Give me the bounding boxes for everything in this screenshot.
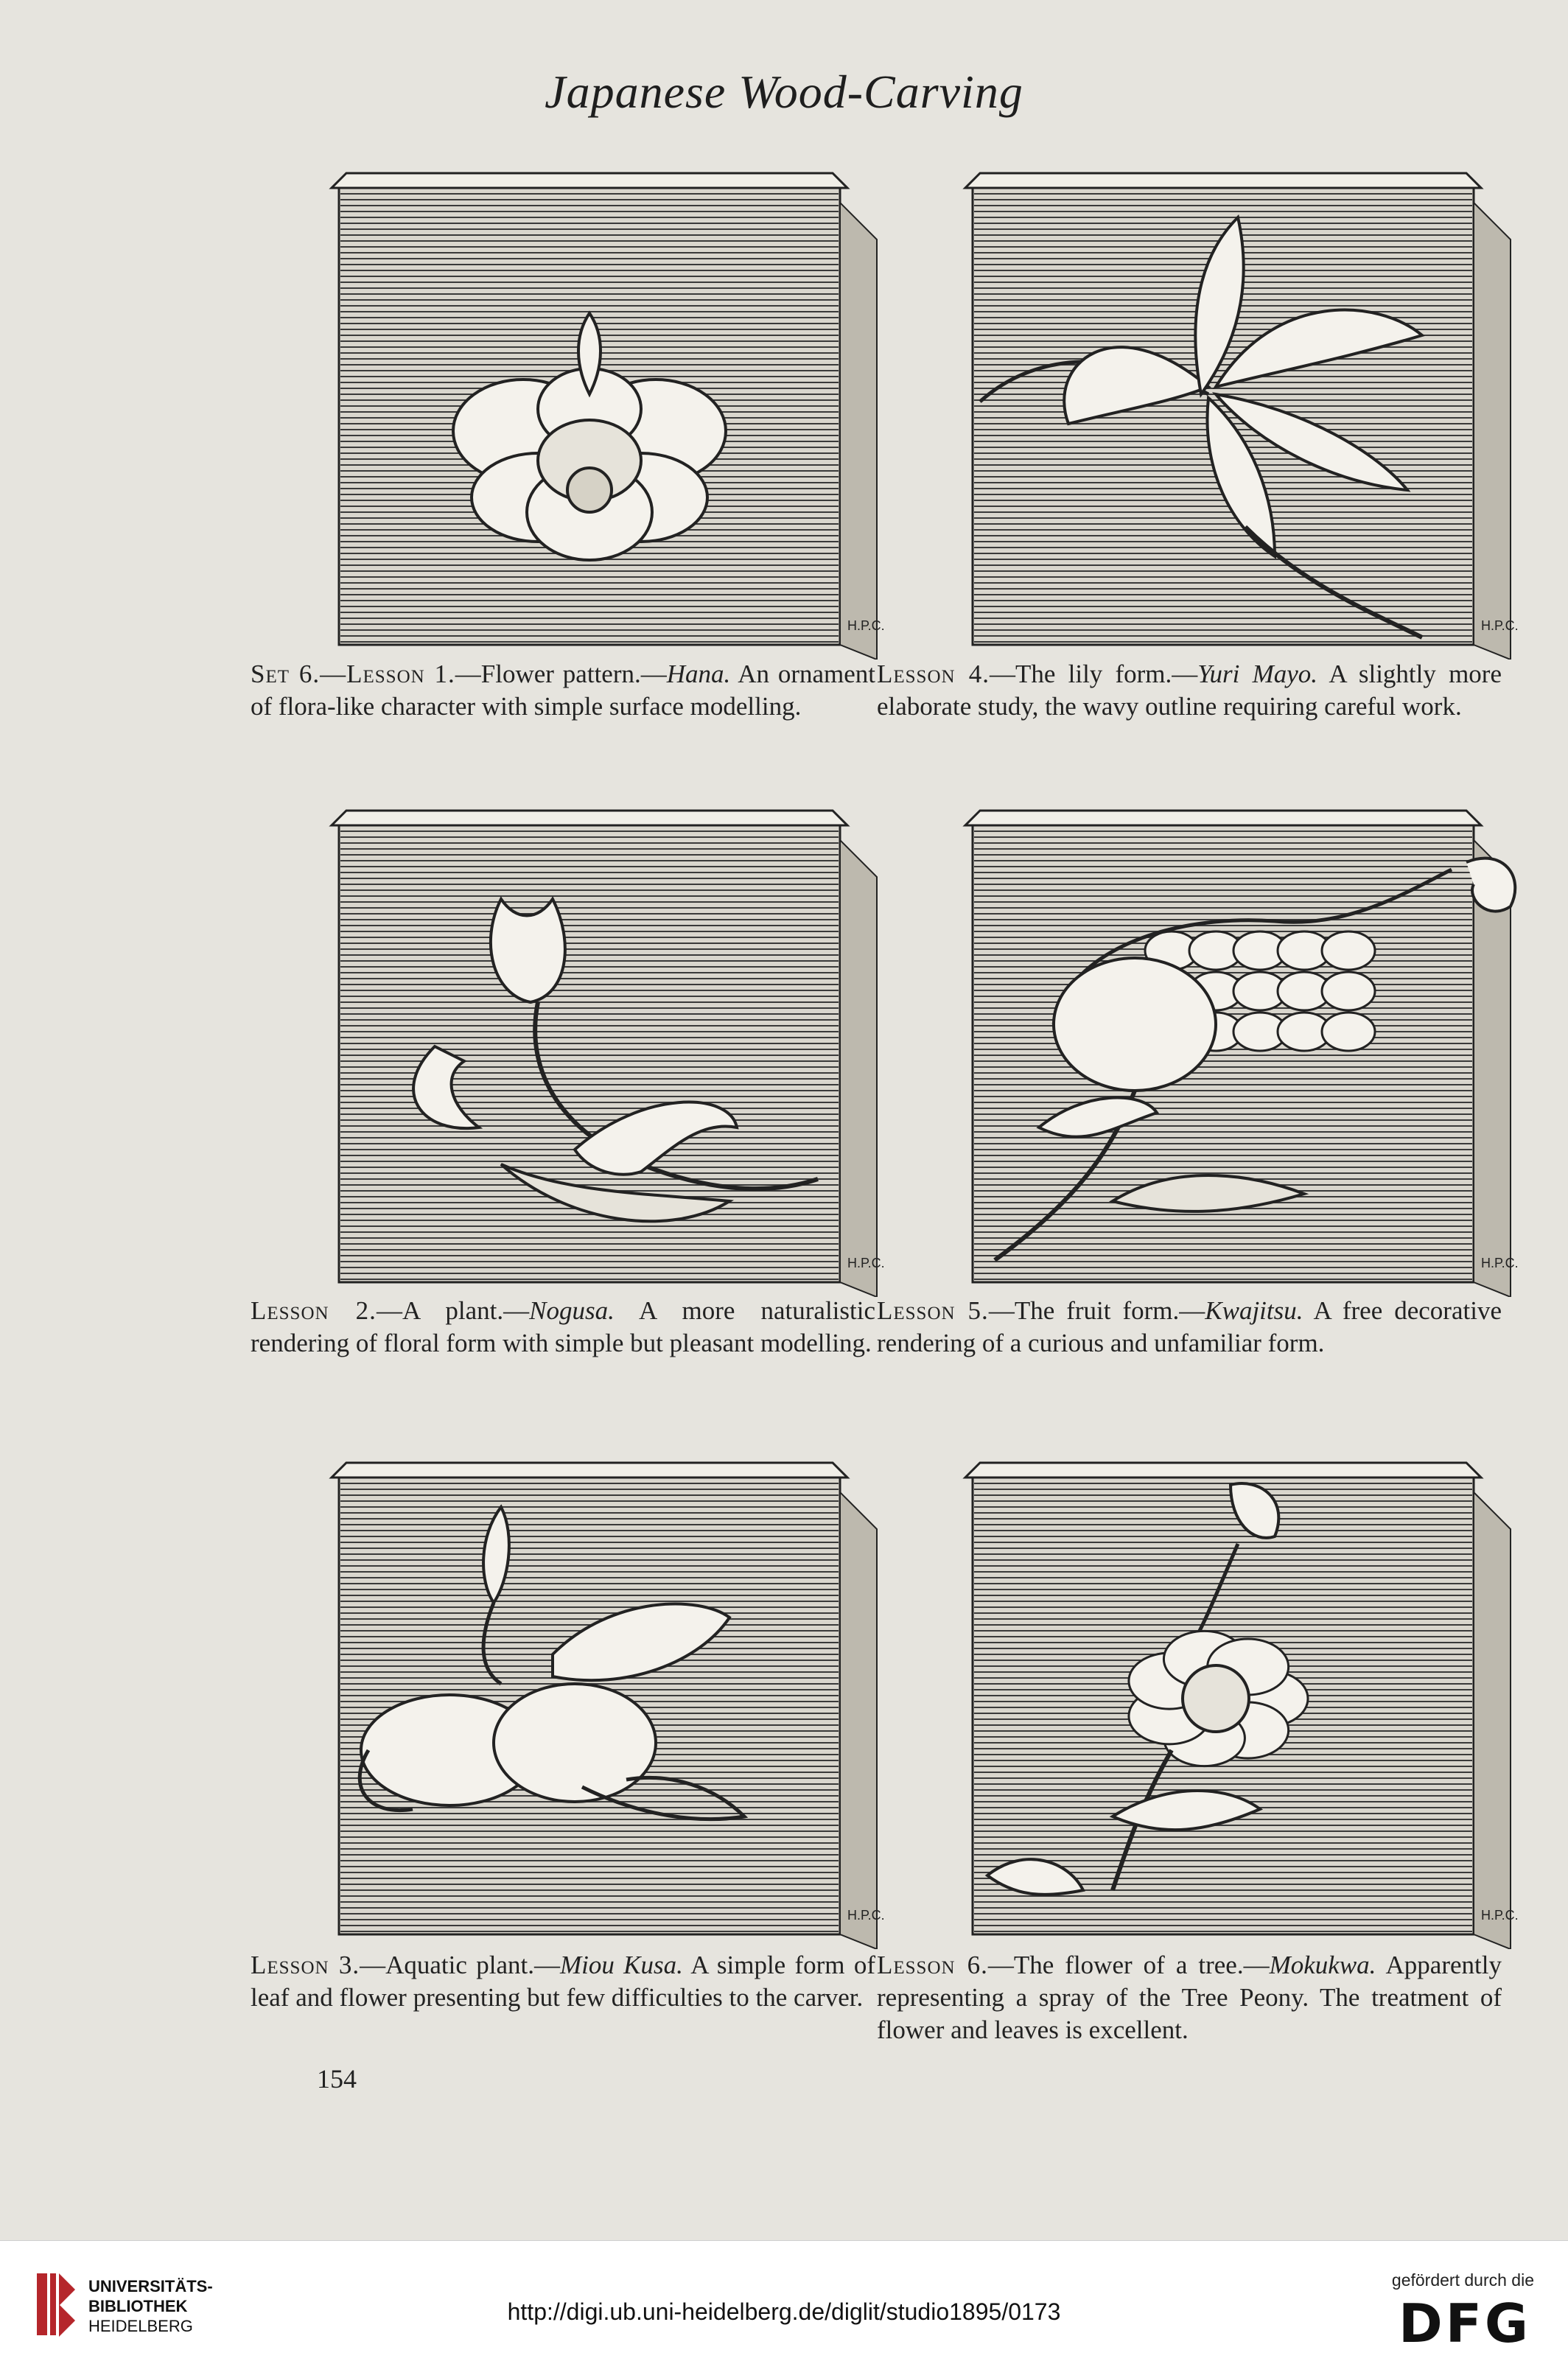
caption-japanese-name: Kwajitsu. <box>1205 1296 1303 1325</box>
carving-plate-3-illustration <box>258 1433 921 1949</box>
artist-mark: H.P.C. <box>847 1908 885 1923</box>
carving-plate-5 <box>892 781 1555 1297</box>
caption-text: —The fruit form.— <box>988 1296 1205 1325</box>
caption-text: —The lily form.— <box>990 660 1198 688</box>
caption-lead: Lesson 5. <box>877 1296 989 1325</box>
digitization-footer <box>0 2240 1568 2364</box>
carving-plate-6 <box>892 1433 1555 1949</box>
carving-plate-4-illustration <box>892 144 1555 660</box>
running-title: Japanese Wood-Carving <box>545 66 1023 118</box>
caption-lesson3 <box>251 1949 875 2014</box>
caption-japanese-name: Hana. <box>666 660 731 688</box>
block-top-edge <box>965 173 1481 188</box>
caption-description: A simple form of leaf and flower presenting but few difficulties to the carver. <box>251 1951 875 2012</box>
caption-lesson6 <box>877 1949 1502 2046</box>
library-name-line1: UNIVERSITÄTS- <box>88 2277 213 2295</box>
artist-mark: H.P.C. <box>1481 1908 1519 1923</box>
caption-japanese-name: Mokukwa. <box>1269 1951 1376 1979</box>
caption-japanese-name: Nogusa. <box>529 1296 615 1325</box>
block-top-edge <box>332 811 847 825</box>
caption-description: Apparently representing a spray of the Tree Peony. The treatment of flower and leaves is excellent. <box>877 1951 1502 2044</box>
carving-plate-1-illustration <box>258 144 921 660</box>
block-top-edge <box>965 1463 1481 1478</box>
block-shadow <box>1474 1492 1511 1949</box>
caption-text: —The flower of a tree.— <box>987 1951 1270 1979</box>
caption-lead: Lesson 4. <box>877 660 990 688</box>
carving-plate-1 <box>258 144 921 660</box>
block-top-edge <box>965 811 1481 825</box>
block-shadow <box>1474 203 1511 660</box>
caption-description: A more naturalistic rendering of floral form with simple but pleasant modelling. <box>251 1296 875 1357</box>
artist-mark: H.P.C. <box>1481 1256 1519 1270</box>
source-url-link[interactable]: http://digi.ub.uni-heidelberg.de/diglit/studio1895/0173 <box>507 2298 1061 2325</box>
caption-lesson5 <box>877 1295 1502 1360</box>
caption-text: —A plant.— <box>376 1296 530 1325</box>
carving-plate-3 <box>258 1433 921 1949</box>
caption-set6-lesson1 <box>251 658 875 723</box>
caption-description: A slightly more elaborate study, the wavy outline requiring careful work. <box>877 660 1502 721</box>
caption-lead: Lesson 2. <box>251 1296 377 1325</box>
caption-lead: Set 6.—Lesson 1. <box>251 660 455 688</box>
carving-plate-6-illustration <box>892 1433 1555 1949</box>
caption-lesson4 <box>877 658 1502 723</box>
caption-lesson2 <box>251 1295 875 1360</box>
artist-mark: H.P.C. <box>847 618 885 633</box>
block-shadow <box>840 203 877 660</box>
carving-plate-2 <box>258 781 921 1297</box>
library-name-line3: HEIDELBERG <box>88 2317 193 2335</box>
library-name-line2: BIBLIOTHEK <box>88 2297 188 2315</box>
page-number: 154 <box>317 2064 357 2094</box>
caption-lead: Lesson 3. <box>251 1951 360 1979</box>
carving-plate-2-illustration <box>258 781 921 1297</box>
artist-mark: H.P.C. <box>1481 618 1519 633</box>
caption-lead: Lesson 6. <box>877 1951 988 1979</box>
artist-mark: H.P.C. <box>847 1256 885 1270</box>
block-top-edge <box>332 1463 847 1478</box>
block-top-edge <box>332 173 847 188</box>
block-shadow <box>840 840 877 1297</box>
caption-japanese-name: Yuri Mayo. <box>1197 660 1318 688</box>
caption-japanese-name: Miou Kusa. <box>559 1951 683 1979</box>
block-shadow <box>840 1492 877 1949</box>
dfg-logo: DFG <box>1398 2293 1531 2354</box>
funded-by-label: gefördert durch die <box>1391 2270 1534 2290</box>
carving-plate-5-illustration <box>892 781 1555 1297</box>
caption-text: —Flower pattern.— <box>455 660 667 688</box>
carving-plate-4 <box>892 144 1555 660</box>
caption-description: An ornament of flora-like character with simple surface modelling. <box>251 660 875 721</box>
caption-text: —Aquatic plant.— <box>360 1951 560 1979</box>
caption-description: A free decorative rendering of a curious and unfamiliar form. <box>877 1296 1502 1357</box>
